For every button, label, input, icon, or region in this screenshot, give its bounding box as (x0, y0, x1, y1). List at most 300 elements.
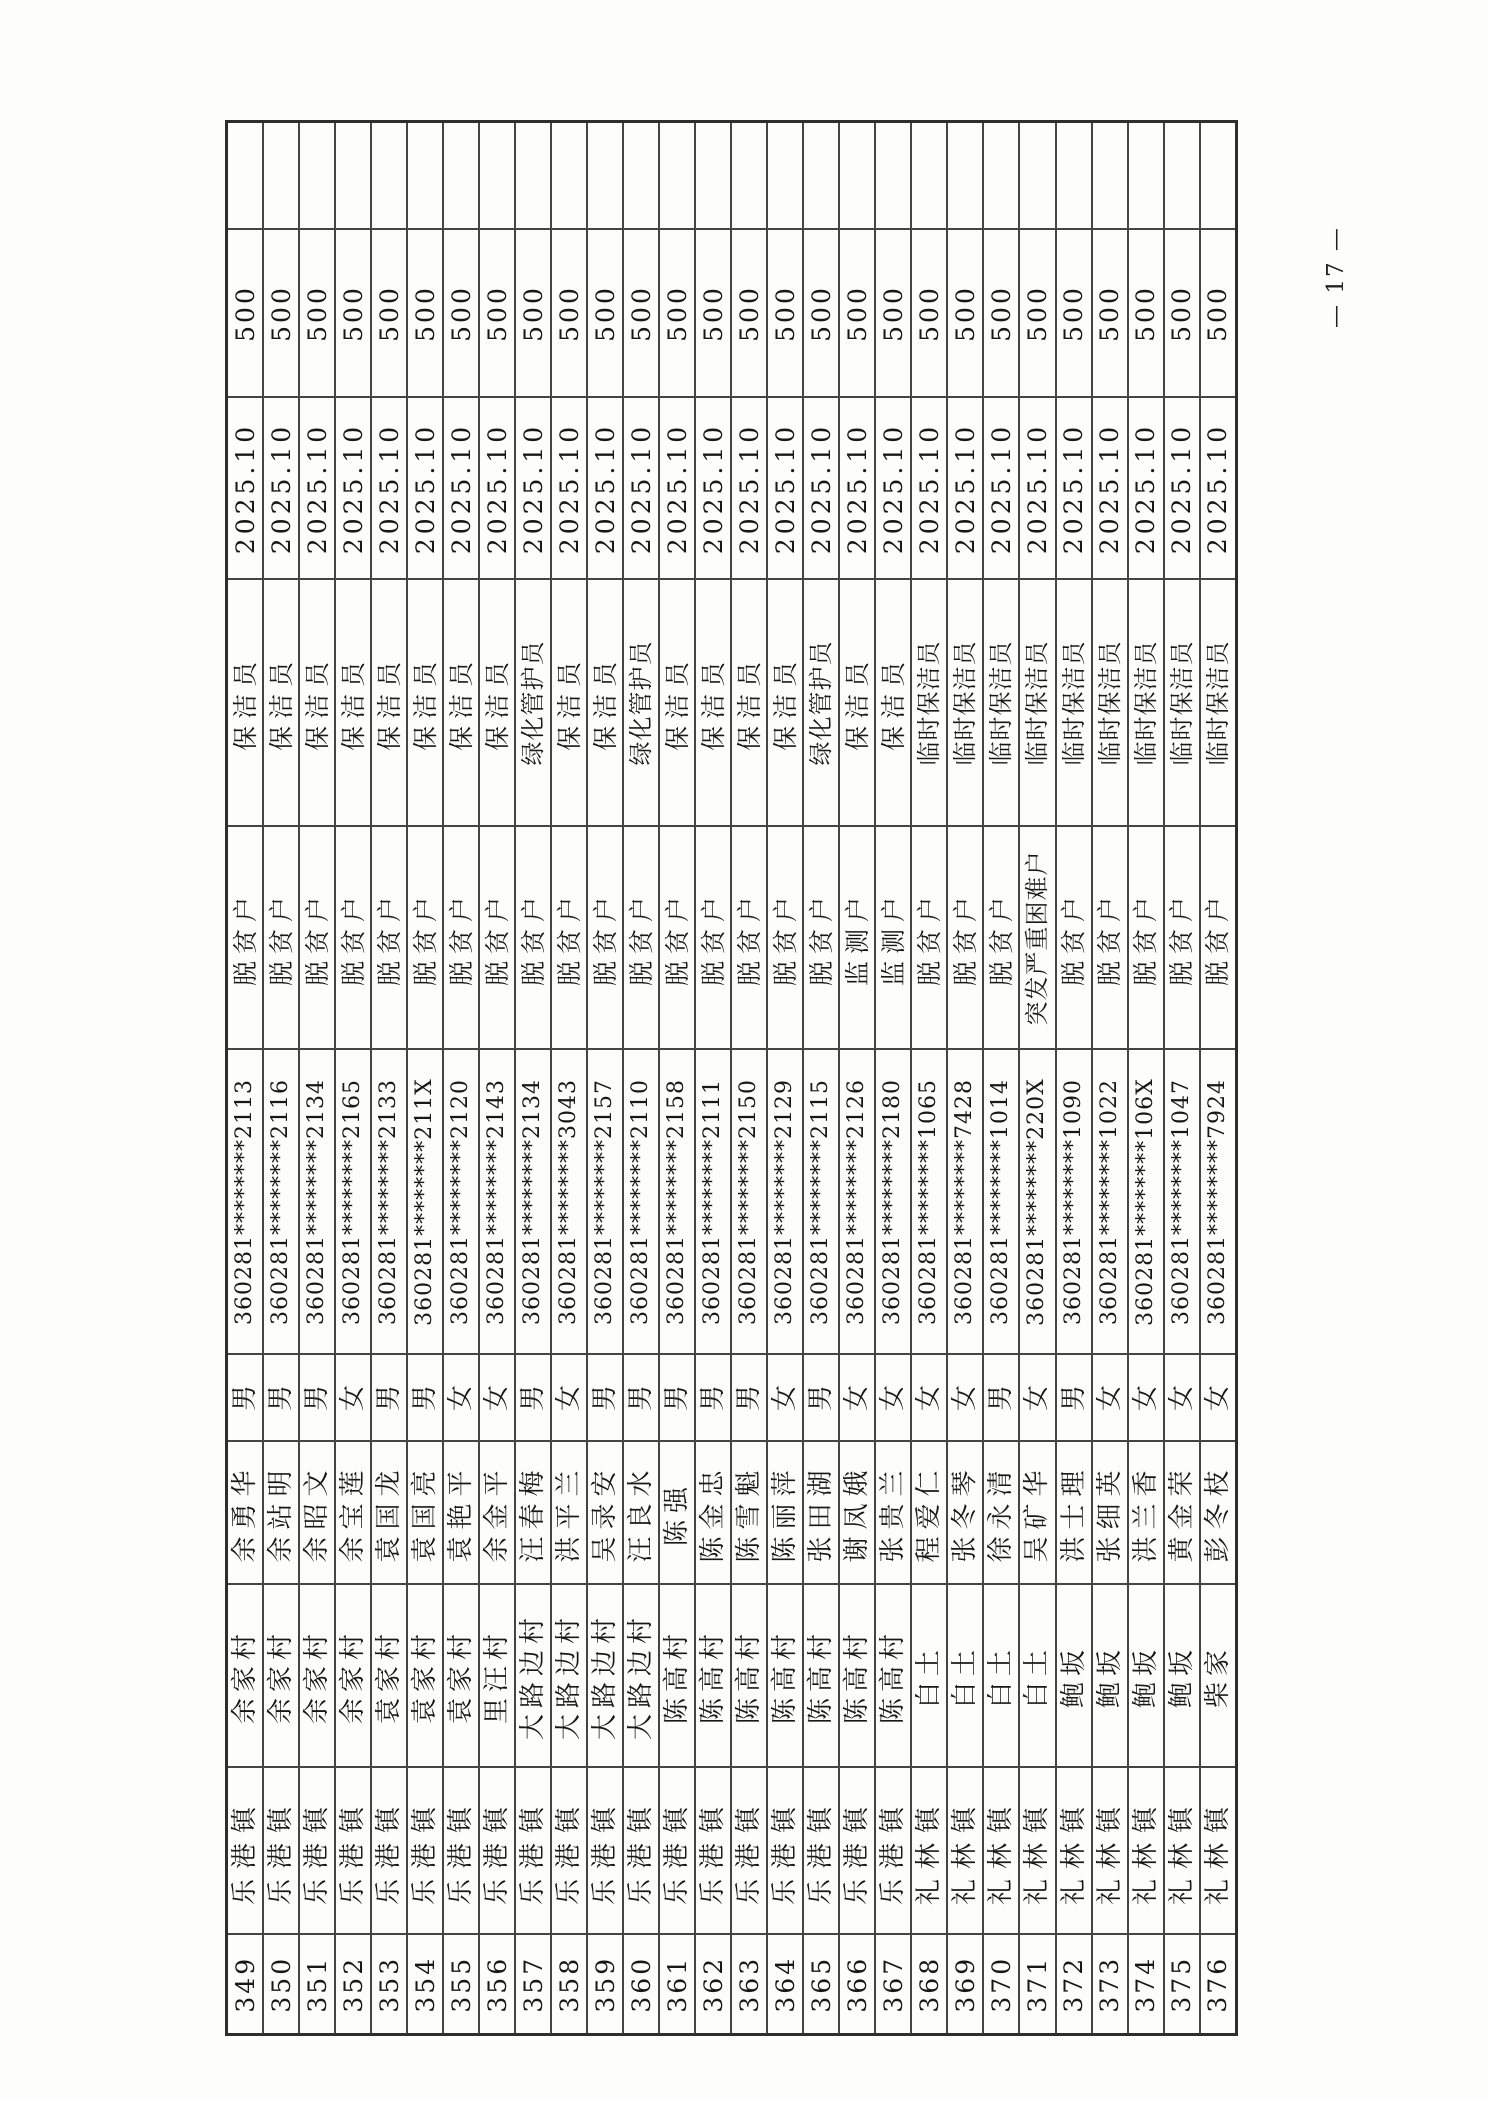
cell-serial-number: 351 (299, 1935, 335, 2035)
cell-amount: 500 (1092, 230, 1128, 398)
cell-person-name: 张田湖 (803, 1442, 839, 1585)
cell-serial-number: 352 (335, 1935, 371, 2035)
table-row (587, 122, 623, 2035)
cell-serial-number: 372 (1056, 1935, 1092, 2035)
cell-village: 陈高村 (659, 1585, 695, 1768)
cell-sex: 男 (299, 1355, 335, 1442)
cell-town: 乐港镇 (371, 1768, 407, 1935)
cell-serial-number: 373 (1092, 1935, 1128, 2035)
cell-sex: 男 (695, 1355, 731, 1442)
cell-amount: 500 (227, 230, 264, 398)
cell-person-name: 余宝莲 (335, 1442, 371, 1585)
subsidy-roster-table (225, 120, 1238, 2036)
cell-id-number: 360281********2134 (515, 1050, 551, 1355)
cell-category: 脱贫户 (515, 827, 551, 1050)
cell-sex: 男 (407, 1355, 443, 1442)
cell-position: 保洁员 (263, 580, 299, 827)
cell-serial-number: 365 (803, 1935, 839, 2035)
cell-position: 保洁员 (371, 580, 407, 827)
cell-position: 保洁员 (695, 580, 731, 827)
cell-serial-number: 361 (659, 1935, 695, 2035)
cell-remark (1092, 122, 1128, 230)
cell-category: 脱贫户 (335, 827, 371, 1050)
cell-id-number: 360281********2129 (767, 1050, 803, 1355)
cell-village: 白土 (1019, 1585, 1055, 1768)
cell-town: 乐港镇 (515, 1768, 551, 1935)
cell-sex: 女 (1019, 1355, 1055, 1442)
table-row (371, 122, 407, 2035)
table-row (407, 122, 443, 2035)
cell-category: 脱贫户 (623, 827, 659, 1050)
cell-serial-number: 364 (767, 1935, 803, 2035)
cell-village: 余家村 (335, 1585, 371, 1768)
cell-position: 临时保洁员 (947, 580, 983, 827)
cell-position: 临时保洁员 (983, 580, 1019, 827)
table-row (947, 122, 983, 2035)
cell-sex: 男 (983, 1355, 1019, 1442)
table-row (227, 122, 264, 2035)
cell-month: 2025.10 (1200, 398, 1237, 580)
cell-category: 脱贫户 (803, 827, 839, 1050)
table-row (335, 122, 371, 2035)
cell-category: 脱贫户 (695, 827, 731, 1050)
table-row (443, 122, 479, 2035)
cell-person-name: 汪良水 (623, 1442, 659, 1585)
cell-sex: 女 (839, 1355, 875, 1442)
cell-position: 保洁员 (443, 580, 479, 827)
cell-village: 陈高村 (839, 1585, 875, 1768)
cell-sex: 女 (1128, 1355, 1164, 1442)
cell-serial-number: 366 (839, 1935, 875, 2035)
cell-position: 临时保洁员 (1019, 580, 1055, 827)
cell-amount: 500 (407, 230, 443, 398)
cell-month: 2025.10 (443, 398, 479, 580)
cell-category: 脱贫户 (1128, 827, 1164, 1050)
cell-amount: 500 (1019, 230, 1055, 398)
cell-id-number: 360281********2110 (623, 1050, 659, 1355)
cell-sex: 男 (1056, 1355, 1092, 1442)
page-number: — 17 — (1323, 226, 1349, 328)
cell-serial-number: 356 (479, 1935, 515, 2035)
table-row (1200, 122, 1237, 2035)
table-row (767, 122, 803, 2035)
cell-month: 2025.10 (731, 398, 767, 580)
cell-id-number: 360281********7924 (1200, 1050, 1237, 1355)
table-row (803, 122, 839, 2035)
cell-remark (659, 122, 695, 230)
table-row (911, 122, 947, 2035)
cell-remark (515, 122, 551, 230)
cell-amount: 500 (515, 230, 551, 398)
cell-village: 柴家 (1200, 1585, 1237, 1768)
cell-month: 2025.10 (695, 398, 731, 580)
cell-serial-number: 376 (1200, 1935, 1237, 2035)
cell-sex: 女 (551, 1355, 587, 1442)
cell-position: 临时保洁员 (1128, 580, 1164, 827)
cell-person-name: 陈雪魁 (731, 1442, 767, 1585)
cell-remark (371, 122, 407, 230)
cell-position: 临时保洁员 (1092, 580, 1128, 827)
cell-month: 2025.10 (299, 398, 335, 580)
cell-remark (1056, 122, 1092, 230)
cell-town: 乐港镇 (299, 1768, 335, 1935)
cell-town: 乐港镇 (623, 1768, 659, 1935)
cell-village: 陈高村 (695, 1585, 731, 1768)
cell-position: 保洁员 (767, 580, 803, 827)
table-row (731, 122, 767, 2035)
cell-person-name: 张贵兰 (875, 1442, 911, 1585)
cell-category: 监测户 (839, 827, 875, 1050)
cell-month: 2025.10 (1164, 398, 1200, 580)
cell-town: 礼林镇 (1056, 1768, 1092, 1935)
cell-amount: 500 (947, 230, 983, 398)
cell-serial-number: 350 (263, 1935, 299, 2035)
table-row (659, 122, 695, 2035)
cell-id-number: 360281********1047 (1164, 1050, 1200, 1355)
cell-position: 绿化管护员 (515, 580, 551, 827)
cell-id-number: 360281********1022 (1092, 1050, 1128, 1355)
table-row (839, 122, 875, 2035)
cell-serial-number: 369 (947, 1935, 983, 2035)
cell-remark (875, 122, 911, 230)
cell-village: 余家村 (299, 1585, 335, 1768)
table-row (1164, 122, 1200, 2035)
cell-category: 脱贫户 (1200, 827, 1237, 1050)
cell-serial-number: 375 (1164, 1935, 1200, 2035)
cell-id-number: 360281********2150 (731, 1050, 767, 1355)
cell-remark (551, 122, 587, 230)
cell-sex: 女 (479, 1355, 515, 1442)
cell-category: 脱贫户 (1092, 827, 1128, 1050)
cell-id-number: 360281********2143 (479, 1050, 515, 1355)
cell-person-name: 余勇华 (227, 1442, 264, 1585)
cell-remark (1019, 122, 1055, 230)
cell-village: 大路边村 (587, 1585, 623, 1768)
cell-village: 里汪村 (479, 1585, 515, 1768)
cell-amount: 500 (1200, 230, 1237, 398)
cell-village: 大路边村 (623, 1585, 659, 1768)
cell-category: 脱贫户 (371, 827, 407, 1050)
table-body (227, 122, 1237, 2035)
cell-id-number: 360281********106X (1128, 1050, 1164, 1355)
cell-person-name: 洪兰香 (1128, 1442, 1164, 1585)
cell-month: 2025.10 (479, 398, 515, 580)
cell-amount: 500 (299, 230, 335, 398)
table-row (551, 122, 587, 2035)
cell-id-number: 360281********2116 (263, 1050, 299, 1355)
cell-remark (407, 122, 443, 230)
cell-month: 2025.10 (623, 398, 659, 580)
cell-amount: 500 (587, 230, 623, 398)
cell-serial-number: 368 (911, 1935, 947, 2035)
cell-month: 2025.10 (371, 398, 407, 580)
table-row (1128, 122, 1164, 2035)
table-row (623, 122, 659, 2035)
cell-village: 袁家村 (443, 1585, 479, 1768)
cell-person-name: 程爱仁 (911, 1442, 947, 1585)
cell-village: 陈高村 (731, 1585, 767, 1768)
cell-serial-number: 363 (731, 1935, 767, 2035)
page-number-region (1318, 198, 1354, 356)
cell-category: 脱贫户 (1164, 827, 1200, 1050)
cell-amount: 500 (1128, 230, 1164, 398)
cell-id-number: 360281********211X (407, 1050, 443, 1355)
cell-position: 保洁员 (335, 580, 371, 827)
cell-remark (587, 122, 623, 230)
cell-person-name: 洪平兰 (551, 1442, 587, 1585)
cell-person-name: 陈金忠 (695, 1442, 731, 1585)
cell-village: 大路边村 (515, 1585, 551, 1768)
cell-sex: 女 (947, 1355, 983, 1442)
cell-category: 脱贫户 (947, 827, 983, 1050)
cell-id-number: 360281********2120 (443, 1050, 479, 1355)
cell-position: 临时保洁员 (1056, 580, 1092, 827)
cell-amount: 500 (911, 230, 947, 398)
cell-month: 2025.10 (947, 398, 983, 580)
cell-remark (443, 122, 479, 230)
cell-town: 乐港镇 (803, 1768, 839, 1935)
cell-amount: 500 (803, 230, 839, 398)
cell-town: 乐港镇 (551, 1768, 587, 1935)
cell-serial-number: 358 (551, 1935, 587, 2035)
table-row (263, 122, 299, 2035)
cell-amount: 500 (767, 230, 803, 398)
cell-town: 礼林镇 (1164, 1768, 1200, 1935)
cell-position: 保洁员 (479, 580, 515, 827)
cell-town: 礼林镇 (1092, 1768, 1128, 1935)
table-row (299, 122, 335, 2035)
cell-sex: 女 (1164, 1355, 1200, 1442)
cell-position: 保洁员 (659, 580, 695, 827)
cell-category: 脱贫户 (911, 827, 947, 1050)
cell-amount: 500 (1056, 230, 1092, 398)
cell-category: 脱贫户 (659, 827, 695, 1050)
cell-sex: 女 (911, 1355, 947, 1442)
cell-person-name: 黄金荣 (1164, 1442, 1200, 1585)
cell-sex: 男 (803, 1355, 839, 1442)
cell-category: 脱贫户 (263, 827, 299, 1050)
cell-town: 乐港镇 (659, 1768, 695, 1935)
cell-sex: 女 (1200, 1355, 1237, 1442)
cell-month: 2025.10 (1019, 398, 1055, 580)
cell-sex: 男 (227, 1355, 264, 1442)
cell-remark (803, 122, 839, 230)
subsidy-roster-table-landscape (225, 123, 1238, 2036)
cell-month: 2025.10 (1128, 398, 1164, 580)
cell-town: 乐港镇 (479, 1768, 515, 1935)
cell-serial-number: 374 (1128, 1935, 1164, 2035)
cell-serial-number: 362 (695, 1935, 731, 2035)
cell-month: 2025.10 (659, 398, 695, 580)
cell-person-name: 陈丽萍 (767, 1442, 803, 1585)
cell-person-name: 张细英 (1092, 1442, 1128, 1585)
table-row (875, 122, 911, 2035)
table-row (515, 122, 551, 2035)
cell-amount: 500 (983, 230, 1019, 398)
cell-id-number: 360281********7428 (947, 1050, 983, 1355)
cell-id-number: 360281********2134 (299, 1050, 335, 1355)
cell-remark (983, 122, 1019, 230)
cell-village: 余家村 (227, 1585, 264, 1768)
cell-sex: 男 (515, 1355, 551, 1442)
cell-person-name: 洪士理 (1056, 1442, 1092, 1585)
cell-person-name: 余昭文 (299, 1442, 335, 1585)
cell-person-name: 袁国龙 (371, 1442, 407, 1585)
cell-id-number: 360281********2180 (875, 1050, 911, 1355)
table-row (983, 122, 1019, 2035)
cell-remark (1164, 122, 1200, 230)
cell-person-name: 张冬琴 (947, 1442, 983, 1585)
cell-category: 脱贫户 (443, 827, 479, 1050)
cell-town: 礼林镇 (911, 1768, 947, 1935)
cell-village: 陈高村 (803, 1585, 839, 1768)
cell-category: 脱贫户 (587, 827, 623, 1050)
table-row (1056, 122, 1092, 2035)
cell-id-number: 360281********1014 (983, 1050, 1019, 1355)
cell-town: 礼林镇 (1200, 1768, 1237, 1935)
cell-person-name: 陈强 (659, 1442, 695, 1585)
cell-person-name: 袁国亮 (407, 1442, 443, 1585)
cell-category: 脱贫户 (767, 827, 803, 1050)
table-row (1092, 122, 1128, 2035)
cell-sex: 女 (443, 1355, 479, 1442)
cell-serial-number: 367 (875, 1935, 911, 2035)
cell-id-number: 360281********3043 (551, 1050, 587, 1355)
cell-id-number: 360281********2165 (335, 1050, 371, 1355)
cell-remark (479, 122, 515, 230)
cell-person-name: 徐永清 (983, 1442, 1019, 1585)
cell-id-number: 360281********2115 (803, 1050, 839, 1355)
cell-position: 保洁员 (731, 580, 767, 827)
cell-sex: 女 (1092, 1355, 1128, 1442)
cell-town: 乐港镇 (335, 1768, 371, 1935)
cell-sex: 男 (263, 1355, 299, 1442)
cell-category: 脱贫户 (551, 827, 587, 1050)
cell-person-name: 余站明 (263, 1442, 299, 1585)
cell-amount: 500 (479, 230, 515, 398)
cell-remark (947, 122, 983, 230)
cell-village: 鲍坂 (1164, 1585, 1200, 1768)
cell-person-name: 吴矿华 (1019, 1442, 1055, 1585)
cell-town: 乐港镇 (767, 1768, 803, 1935)
cell-person-name: 汪春梅 (515, 1442, 551, 1585)
cell-month: 2025.10 (803, 398, 839, 580)
cell-position: 保洁员 (407, 580, 443, 827)
cell-position: 保洁员 (875, 580, 911, 827)
cell-remark (731, 122, 767, 230)
cell-amount: 500 (551, 230, 587, 398)
cell-town: 乐港镇 (263, 1768, 299, 1935)
cell-person-name: 谢凤娥 (839, 1442, 875, 1585)
cell-village: 余家村 (263, 1585, 299, 1768)
cell-category: 脱贫户 (479, 827, 515, 1050)
cell-remark (695, 122, 731, 230)
cell-sex: 男 (623, 1355, 659, 1442)
cell-remark (227, 122, 264, 230)
cell-month: 2025.10 (983, 398, 1019, 580)
cell-serial-number: 371 (1019, 1935, 1055, 2035)
cell-remark (623, 122, 659, 230)
cell-amount: 500 (443, 230, 479, 398)
cell-position: 保洁员 (299, 580, 335, 827)
cell-village: 袁家村 (407, 1585, 443, 1768)
cell-remark (1200, 122, 1237, 230)
table-row (695, 122, 731, 2035)
cell-month: 2025.10 (767, 398, 803, 580)
cell-town: 乐港镇 (227, 1768, 264, 1935)
cell-month: 2025.10 (335, 398, 371, 580)
cell-amount: 500 (731, 230, 767, 398)
cell-position: 保洁员 (839, 580, 875, 827)
cell-position: 临时保洁员 (1164, 580, 1200, 827)
cell-month: 2025.10 (587, 398, 623, 580)
cell-town: 礼林镇 (947, 1768, 983, 1935)
cell-sex: 女 (767, 1355, 803, 1442)
cell-amount: 500 (1164, 230, 1200, 398)
cell-id-number: 360281********1065 (911, 1050, 947, 1355)
cell-position: 保洁员 (587, 580, 623, 827)
cell-serial-number: 360 (623, 1935, 659, 2035)
cell-sex: 男 (371, 1355, 407, 1442)
cell-category: 突发严重困难户 (1019, 827, 1055, 1050)
cell-sex: 男 (587, 1355, 623, 1442)
cell-sex: 男 (731, 1355, 767, 1442)
cell-amount: 500 (695, 230, 731, 398)
cell-person-name: 吴录安 (587, 1442, 623, 1585)
cell-person-name: 彭冬枝 (1200, 1442, 1237, 1585)
cell-position: 保洁员 (551, 580, 587, 827)
cell-sex: 女 (875, 1355, 911, 1442)
cell-village: 陈高村 (767, 1585, 803, 1768)
cell-serial-number: 357 (515, 1935, 551, 2035)
cell-sex: 男 (659, 1355, 695, 1442)
cell-position: 临时保洁员 (911, 580, 947, 827)
cell-id-number: 360281********2126 (839, 1050, 875, 1355)
cell-month: 2025.10 (839, 398, 875, 580)
cell-id-number: 360281********2111 (695, 1050, 731, 1355)
cell-remark (263, 122, 299, 230)
cell-amount: 500 (623, 230, 659, 398)
cell-village: 白土 (947, 1585, 983, 1768)
cell-remark (767, 122, 803, 230)
cell-id-number: 360281********220X (1019, 1050, 1055, 1355)
cell-position: 绿化管护员 (803, 580, 839, 827)
cell-town: 乐港镇 (695, 1768, 731, 1935)
cell-category: 脱贫户 (407, 827, 443, 1050)
cell-category: 脱贫户 (227, 827, 264, 1050)
cell-position: 临时保洁员 (1200, 580, 1237, 827)
cell-category: 脱贫户 (299, 827, 335, 1050)
cell-town: 乐港镇 (839, 1768, 875, 1935)
cell-category: 脱贫户 (731, 827, 767, 1050)
cell-village: 白土 (911, 1585, 947, 1768)
cell-amount: 500 (839, 230, 875, 398)
cell-amount: 500 (263, 230, 299, 398)
cell-serial-number: 354 (407, 1935, 443, 2035)
cell-remark (911, 122, 947, 230)
table-row (1019, 122, 1055, 2035)
cell-amount: 500 (659, 230, 695, 398)
cell-remark (1128, 122, 1164, 230)
cell-town: 乐港镇 (587, 1768, 623, 1935)
cell-month: 2025.10 (1092, 398, 1128, 580)
cell-serial-number: 349 (227, 1935, 264, 2035)
cell-person-name: 袁艳平 (443, 1442, 479, 1585)
cell-month: 2025.10 (1056, 398, 1092, 580)
cell-remark (335, 122, 371, 230)
cell-id-number: 360281********2113 (227, 1050, 264, 1355)
cell-town: 礼林镇 (1128, 1768, 1164, 1935)
